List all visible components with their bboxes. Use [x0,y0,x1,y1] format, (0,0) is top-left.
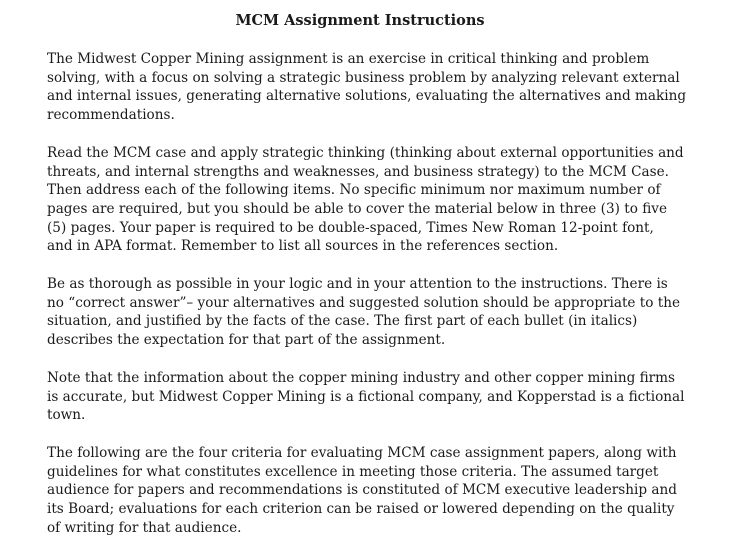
document [47,11,687,556]
text-line: guidelines for what constitutes excellence in meeting those criteria. The assumed target [47,463,659,480]
text-line: and in APA format. Remember to list all sources in the references section. [47,238,559,255]
paragraph-note [47,369,687,425]
text-line: The Midwest Copper Mining assignment is an exercise in critical thinking and problem [47,51,650,67]
text-line: is accurate, but Midwest Copper Mining is a fictional company, and Kopperstad is a fictional [47,388,685,405]
paragraph-instructions [47,144,687,256]
text-line: Then address each of the following items. No specific minimum nor maximum number of [47,182,661,199]
text-line: and internal issues, generating alternative solutions, evaluating the alternatives and making [47,88,687,105]
text-line: (5) pages. Your paper is required to be double-spaced, Times New Roman 12-point font, [47,219,654,236]
text-line: situation, and justified by the facts of the case. The first part of each bullet (in italics) [47,313,638,330]
text-line: Note that the information about the copper mining industry and other copper mining firms [47,369,676,386]
paragraph-intro [47,50,687,125]
text-line: of writing for that audience. [47,519,242,536]
text-line: Be as thorough as possible in your logic and in your attention to the instructions. There is [47,276,668,293]
text-line: town. [47,407,86,424]
text-line: pages are required, but you should be able to cover the material below in three (3) to five [47,200,667,217]
paragraph-criteria [47,444,687,538]
text-line: Read the MCM case and apply strategic thinking (thinking about external opportunities and [47,144,684,161]
text-line: no “correct answer”– your alternatives and suggested solution should be appropriate to the [47,294,681,311]
text-line: audience for papers and recommendations is constituted of MCM executive leadership and [47,482,677,499]
paragraph-thoroughness [47,275,687,350]
text-line: solving, with a focus on solving a strategic business problem by analyzing relevant external [47,69,680,86]
document-title: MCM Assignment Instructions [235,12,485,29]
text-line: threats, and internal strengths and weaknesses, and business strategy) to the MCM Case. [47,163,669,180]
text-line: recommendations. [47,107,175,124]
text-line: The following are the four criteria for evaluating MCM case assignment papers, along with [47,444,677,461]
text-line: describes the expectation for that part of the assignment. [47,332,446,349]
text-line: its Board; evaluations for each criterion can be raised or lowered depending on the quality [47,501,675,518]
